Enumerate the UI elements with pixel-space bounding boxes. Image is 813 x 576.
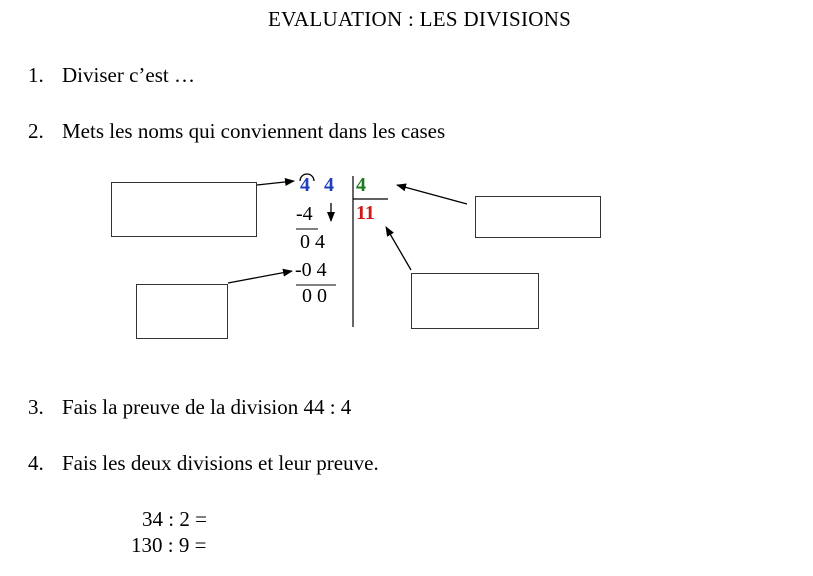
- page-title: EVALUATION : LES DIVISIONS: [268, 7, 572, 31]
- question-text: Fais les deux divisions et leur preuve.: [62, 451, 379, 475]
- question-4: [28, 451, 379, 476]
- dividend-digit-2: 4: [324, 174, 334, 196]
- exercise-1: 34 : 2 =: [142, 507, 207, 531]
- step2-subtract: -0 4: [295, 259, 327, 281]
- question-text: Diviser c’est …: [62, 63, 195, 87]
- step1-remainder: 0 4: [300, 231, 325, 253]
- dividend-digit-1: 4: [300, 174, 310, 196]
- question-text: Mets les noms qui conviennent dans les cases: [62, 119, 446, 143]
- question-number: 1.: [28, 63, 44, 87]
- question-3: [28, 395, 351, 420]
- divisor: 4: [356, 174, 366, 196]
- exercise-2: 130 : 9 =: [131, 533, 207, 557]
- step2-remainder: 0 0: [302, 285, 327, 307]
- quotient: 11: [356, 202, 375, 224]
- arrow-to-dividend-icon: [257, 181, 294, 185]
- question-text: Fais la preuve de la division 44 : 4: [62, 395, 352, 419]
- step1-subtract: -4: [296, 203, 313, 225]
- question-number: 2.: [28, 119, 44, 143]
- arrow-to-divisor-icon: [397, 185, 467, 204]
- question-number: 3.: [28, 395, 44, 419]
- arrow-to-quotient-icon: [386, 227, 411, 270]
- question-number: 4.: [28, 451, 44, 475]
- arrow-to-remainder-icon: [228, 271, 292, 283]
